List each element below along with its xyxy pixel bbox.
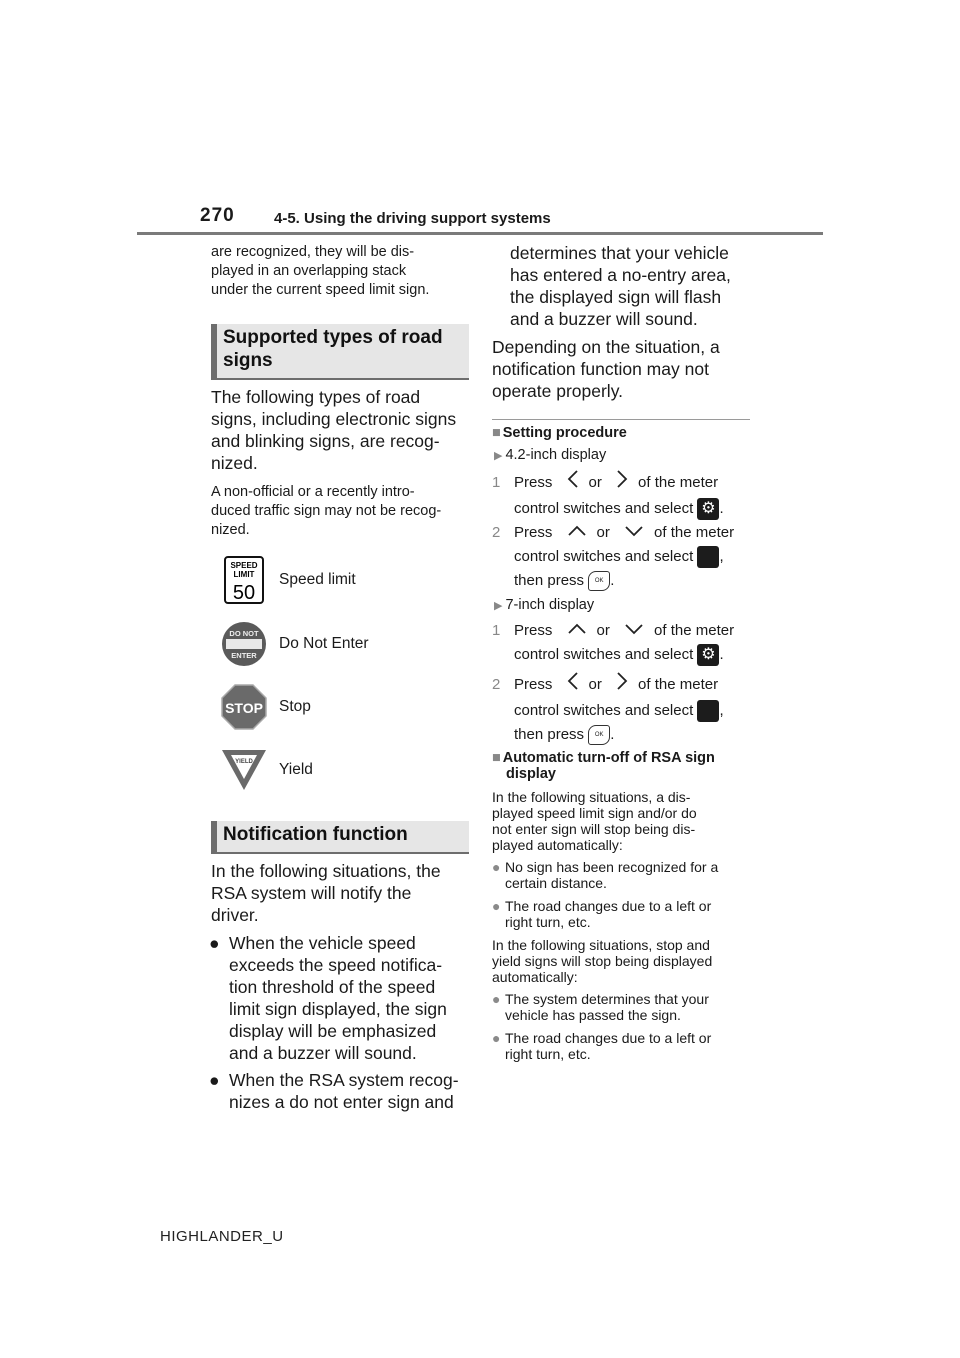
triangle-right-icon: ▶	[494, 450, 503, 462]
triangle-right-icon: ▶	[494, 600, 503, 612]
bullet-dot-icon: ●	[492, 1030, 501, 1046]
list-item-no-sign: ● No sign has been recognized for a certain distance.	[492, 859, 719, 891]
auto-turnoff-paragraph-1: In the following situations, a dis- played speed limit sign and/or do not enter sign will stop being dis- played automatically:	[492, 789, 697, 853]
recognition-note: A non-official or a recently intro- duced traffic sign may not be recog- nized.	[211, 484, 442, 538]
supported-signs-paragraph: The following types of road signs, including electronic signs and blinking signs, are recog- nized.	[211, 387, 457, 473]
bullet-continuation: determines that your vehicle has entered a no-entry area, the displayed sign will flash and a buzzer will sound.	[510, 243, 731, 329]
chevron-down-icon	[624, 521, 644, 545]
chevron-left-icon	[567, 469, 579, 497]
gear-icon: ⚙	[697, 644, 719, 666]
sign-label-speed-limit: Speed limit	[279, 571, 356, 588]
svg-text:LIMIT: LIMIT	[233, 570, 255, 579]
speed-limit-sign-icon	[220, 556, 268, 604]
bullet-dot-icon: ●	[209, 1070, 220, 1090]
setting-procedure-heading: ■ Setting procedure	[492, 425, 627, 441]
header-divider	[137, 232, 823, 235]
svg-text:YIELD: YIELD	[235, 759, 253, 765]
bullet-dot-icon: ●	[492, 859, 501, 875]
section-title: 4-5. Using the driving support systems	[274, 210, 551, 227]
auto-turnoff-heading: ■ Automatic turn-off of RSA sign display	[492, 750, 715, 782]
svg-text:ENTER: ENTER	[231, 651, 257, 660]
chevron-right-icon	[616, 671, 628, 699]
list-item-road-changes: ● The road changes due to a left or right turn, etc.	[492, 898, 712, 930]
svg-text:50: 50	[232, 582, 256, 604]
sign-row-stop	[220, 683, 311, 731]
chevron-down-icon	[624, 619, 644, 643]
bullet-do-not-enter: ● When the RSA system recog- nizes a do not enter sign and	[209, 1070, 459, 1112]
bullet-speed-threshold: ● When the vehicle speed exceeds the speed notifica- tion threshold of the speed limit sign displayed, the sign display will be emphasized and a buzzer will sound.	[209, 933, 447, 1063]
yield-sign-icon	[220, 746, 268, 794]
gear-icon: ⚙	[697, 498, 719, 520]
sign-label-stop: Stop	[279, 698, 311, 715]
sign-label-yield: Yield	[279, 761, 313, 778]
step-7-1: 1 Press or of the meter control switches and select ⚙ .	[492, 619, 762, 667]
footer-model-code: HIGHLANDER_U	[160, 1228, 284, 1245]
step-7-2: 2 Press or of the meter control switches and select , then press OK .	[492, 671, 762, 747]
list-item-passed-sign: ● The system determines that your vehicle has passed the sign.	[492, 991, 709, 1023]
step-42-1: 1 Press or of the meter control switches and select ⚙ .	[492, 469, 762, 521]
ok-button-icon: OK	[588, 725, 610, 745]
heading-notification-function: Notification function	[211, 821, 469, 854]
display-7-label: ▶ 7-inch display	[494, 597, 595, 613]
chevron-up-icon	[567, 619, 587, 643]
sign-row-yield	[220, 746, 313, 794]
svg-text:STOP: STOP	[225, 700, 263, 716]
auto-turnoff-paragraph-2: In the following situations, stop and yield signs will stop being displayed automatically:	[492, 937, 713, 985]
square-bullet-icon: ■	[492, 425, 501, 441]
svg-text:SPEED: SPEED	[230, 561, 258, 570]
step-42-2: 2 Press or of the meter control switches and select , then press OK .	[492, 521, 762, 593]
driving-assist-icon	[697, 700, 719, 722]
situation-paragraph: Depending on the situation, a notification function may not operate properly.	[492, 337, 720, 401]
chevron-right-icon	[616, 469, 628, 497]
bullet-dot-icon: ●	[492, 991, 501, 1007]
bullet-dot-icon: ●	[492, 898, 501, 914]
do-not-enter-sign-icon	[220, 620, 268, 668]
bullet-dot-icon: ●	[209, 933, 220, 953]
list-item-road-changes-2: ● The road changes due to a left or right turn, etc.	[492, 1030, 712, 1062]
chevron-left-icon	[567, 671, 579, 699]
sign-row-do-not-enter	[220, 620, 369, 668]
heading-supported-signs: Supported types of road signs	[211, 324, 469, 380]
stop-sign-icon	[220, 683, 268, 731]
square-bullet-icon: ■	[492, 750, 501, 766]
display-42-label: ▶ 4.2-inch display	[494, 447, 607, 463]
chevron-up-icon	[567, 521, 587, 545]
svg-text:DO NOT: DO NOT	[229, 629, 259, 638]
right-divider	[492, 419, 750, 420]
ok-button-icon: OK	[588, 571, 610, 591]
page-number: 270	[200, 205, 235, 226]
sign-label-do-not-enter: Do Not Enter	[279, 635, 369, 652]
driving-assist-icon	[697, 546, 719, 568]
intro-text: are recognized, they will be dis- played in an overlapping stack under the current speed limit sign.	[211, 244, 430, 298]
notification-paragraph: In the following situations, the RSA system will notify the driver.	[211, 861, 441, 925]
sign-row-speed-limit	[220, 556, 356, 604]
